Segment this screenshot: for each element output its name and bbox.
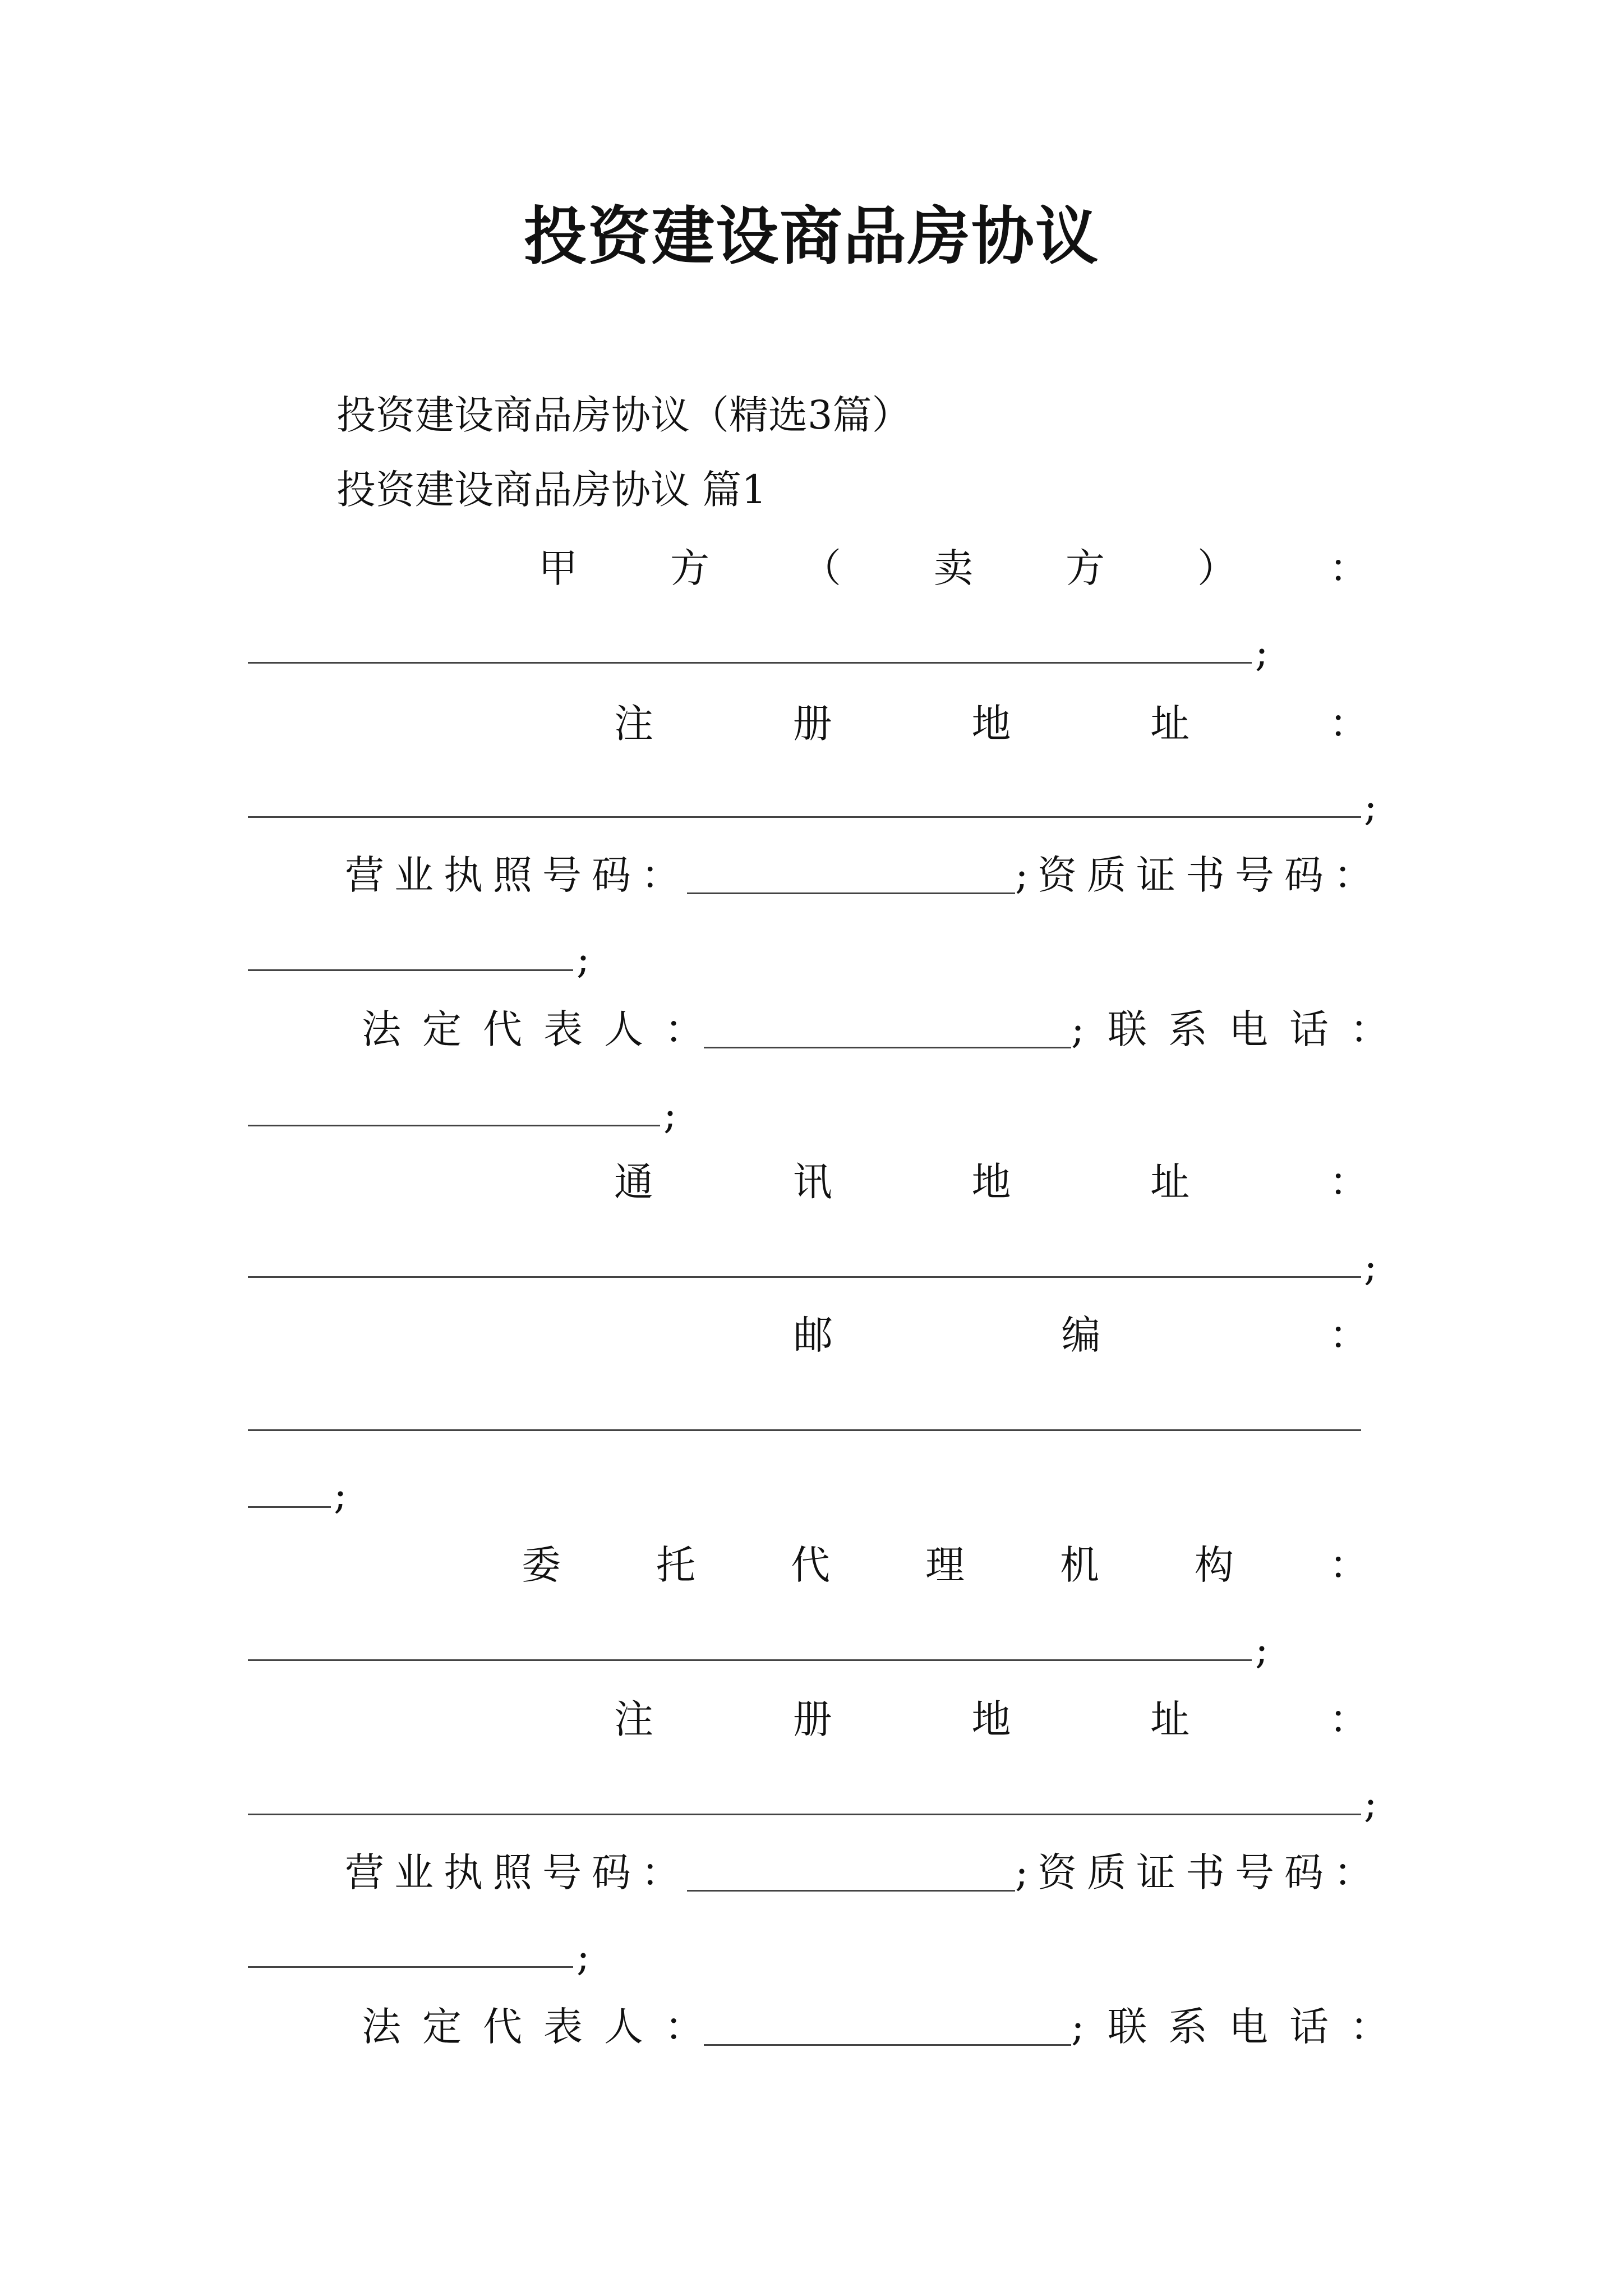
- legal-rep-blank: [704, 2044, 1071, 2046]
- legal-rep-row: [362, 1004, 1410, 1055]
- postcode-blank-cont: [248, 1506, 331, 1508]
- semicolon: ;: [1255, 629, 1269, 675]
- license-label: 营业执照号码：: [345, 852, 690, 898]
- agent-blank: [248, 1659, 1252, 1661]
- legal-rep-label: 法定代表人：: [362, 1006, 725, 1052]
- semicolon: ;: [1015, 1849, 1029, 1895]
- party-a-blank: [248, 662, 1252, 664]
- semicolon: ;: [334, 1472, 347, 1518]
- semicolon: ;: [1255, 1627, 1269, 1673]
- agent-qualification-blank: [248, 1966, 573, 1968]
- semicolon: ;: [1071, 1006, 1085, 1052]
- license-blank: [687, 892, 1015, 894]
- qualification-label: 资质证书号码：: [1038, 1849, 1383, 1895]
- phone-label: 联系电话：: [1108, 1006, 1410, 1052]
- semicolon: ;: [1071, 2004, 1085, 2050]
- license-blank: [687, 1890, 1015, 1892]
- subtitle: 投资建设商品房协议（精选3篇）: [336, 392, 911, 438]
- agent-license-row: [345, 1847, 1383, 1898]
- license-row: [345, 850, 1383, 900]
- agent-reg-address-blank: [248, 1814, 1361, 1815]
- semicolon: ;: [663, 1092, 677, 1138]
- semicolon: ;: [577, 1934, 590, 1980]
- reg-address-label: 注 册 地 址 ：: [614, 701, 1368, 747]
- semicolon: ;: [1364, 784, 1377, 830]
- qualification-label: 资质证书号码：: [1038, 852, 1383, 898]
- postcode-blank: [248, 1429, 1361, 1431]
- postcode-label: 邮 编 ：: [794, 1312, 1368, 1358]
- phone-blank: [248, 1125, 660, 1126]
- semicolon: ;: [577, 936, 590, 982]
- phone-label: 联系电话：: [1108, 2004, 1410, 2050]
- mail-address-blank: [248, 1276, 1361, 1278]
- legal-rep-blank: [704, 1047, 1071, 1048]
- semicolon: ;: [1015, 852, 1029, 898]
- page-title: 投资建设商品房协议: [524, 200, 1099, 273]
- semicolon: ;: [1364, 1244, 1377, 1290]
- reg-address-blank: [248, 816, 1361, 818]
- party-a-label: 甲 方 （ 卖 方 ） ：: [538, 545, 1368, 591]
- legal-rep-label: 法定代表人：: [362, 2004, 725, 2050]
- agent-reg-address-label: 注 册 地 址 ：: [614, 1696, 1368, 1742]
- qualification-blank: [248, 969, 573, 971]
- semicolon: ;: [1364, 1780, 1377, 1826]
- agent-legal-rep-row: [362, 2001, 1410, 2052]
- license-label: 营业执照号码：: [345, 1849, 690, 1895]
- agent-label: 委 托 代 理 机 构 ：: [522, 1542, 1368, 1588]
- section-heading: 投资建设商品房协议 篇1: [336, 467, 767, 513]
- mail-address-label: 通 讯 地 址 ：: [614, 1159, 1368, 1205]
